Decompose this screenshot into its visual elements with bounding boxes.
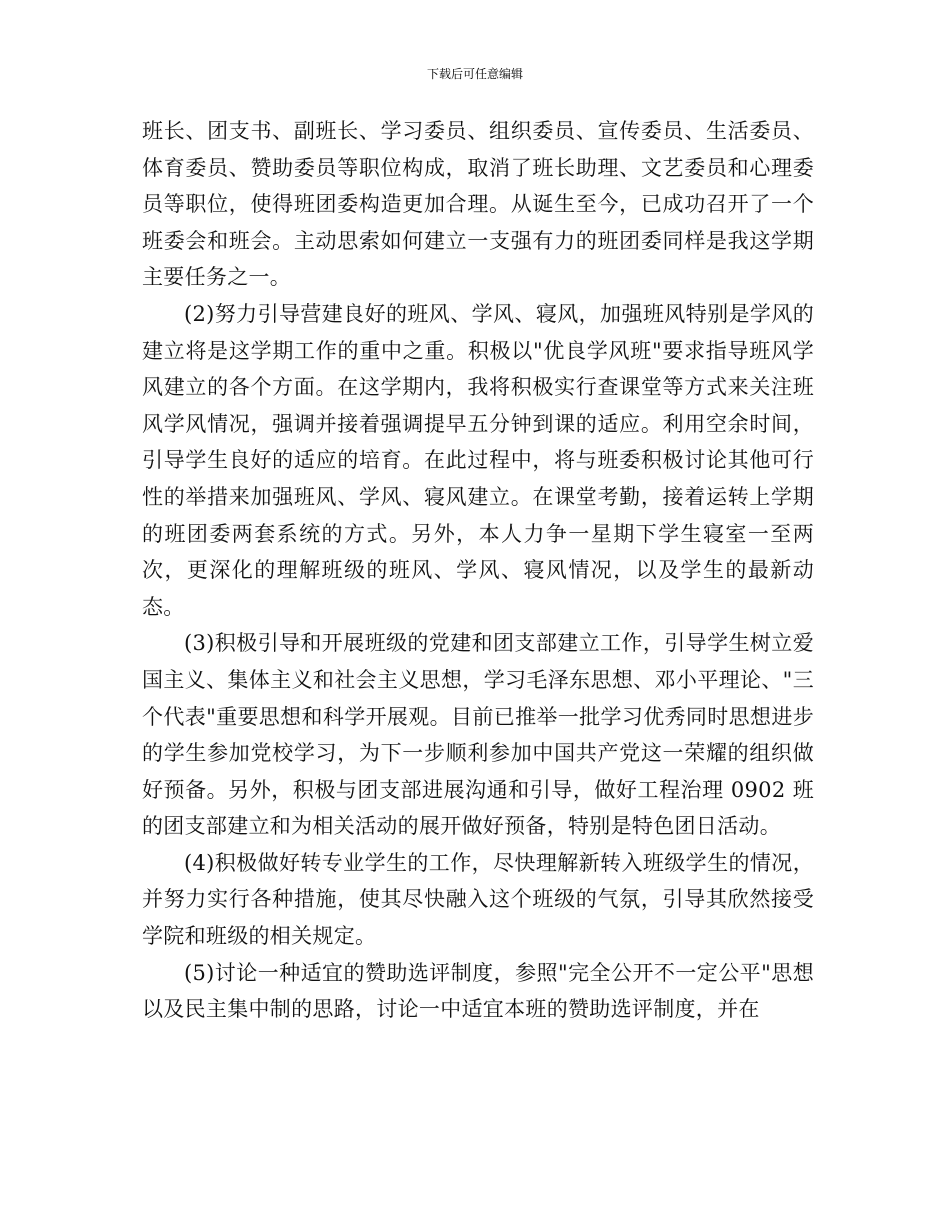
document-body xyxy=(142,113,814,1028)
page-header: 下载后可任意编辑 xyxy=(426,67,523,81)
paragraph-item-4: (4)积极做好转专业学生的工作，尽快理解新转入班级学生的情况，并努力实行各种措施，使其尽快融入这个班级的气氛，引导其欣然接受学院和班级的相关规定。 xyxy=(142,850,814,949)
paragraph-item-3: (3)积极引导和开展班级的党建和团支部建立工作，引导学生树立爱国主义、集体主义和社会主义思想，学习毛泽东思想、邓小平理论、"三个代表"重要思想和科学开展观。目前已推举一批学习优秀同时思想进步的学生参加党校学习，为下一步顺利参加中国共产党这一荣耀的组织做好预备。另外，积极与团支部进展沟通和引导，做好工程治理 0902 班的团支部建立和为相关活动的展开做好预备，特别是特色团日活动。 xyxy=(142,631,814,839)
paragraph-item-2: (2)努力引导营建良好的班风、学风、寝风，加强班风特别是学风的建立将是这学期工作的重中之重。积极以"优良学风班"要求指导班风学风建立的各个方面。在这学期内，我将积极实行查课堂等方式来关注班风学风情况，强调并接着强调提早五分钟到课的适应。利用空余时间，引导学生良好的适应的培育。在此过程中，将与班委积极讨论其他可行性的举措来加强班风、学风、寝风建立。在课堂考勤，接着运转上学期的班团委两套系统的方式。另外，本人力争一星期下学生寝室一至两次，更深化的理解班级的班风、学风、寝风情况，以及学生的最新动态。 xyxy=(142,301,814,619)
paragraph-continuation: 班长、团支书、副班长、学习委员、组织委员、宣传委员、生活委员、体育委员、赞助委员等职位构成，取消了班长助理、文艺委员和心理委员等职位，使得班团委构造更加合理。从诞生至今，已成功召开了一个班委会和班会。主动思索如何建立一支强有力的班团委同样是我这学期主要任务之一。 xyxy=(142,119,814,290)
paragraph-item-5: (5)讨论一种适宜的赞助选评制度，参照"完全公开不一定公平"思想以及民主集中制的思路，讨论一中适宜本班的赞助选评制度，并在 xyxy=(142,960,814,1022)
